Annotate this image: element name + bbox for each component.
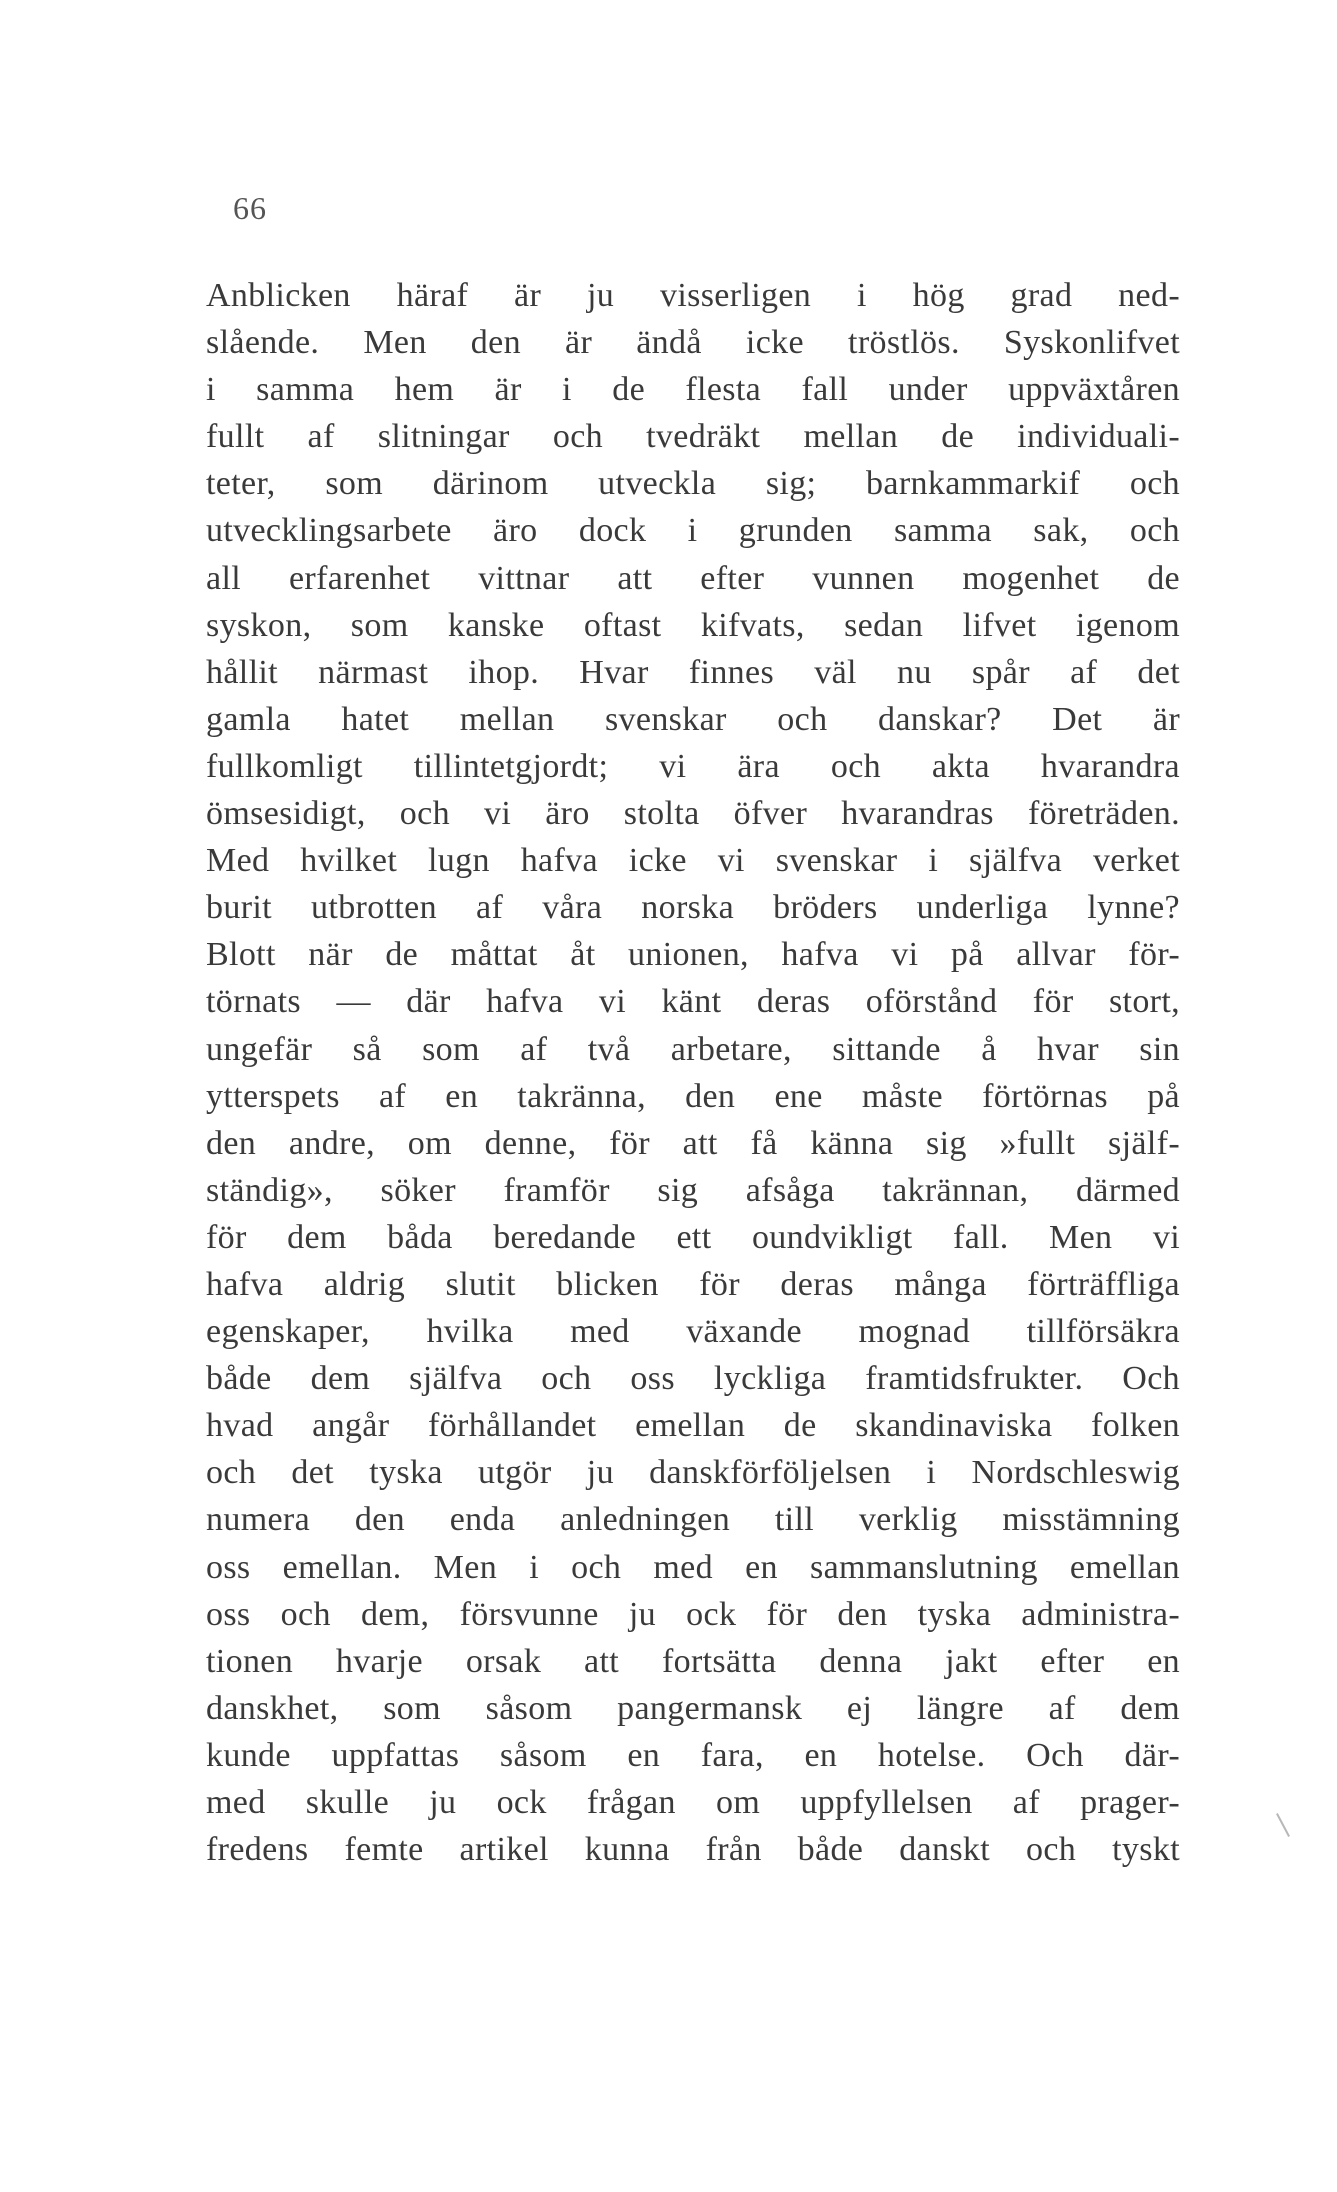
text-line: ungefär så som af två arbetare, sittande å hvar sin <box>206 1030 1180 1068</box>
text-line: och det tyska utgör ju danskförföljelsen i Nordschleswig <box>206 1454 1180 1492</box>
text-line: med skulle ju ock frågan om uppfyllelsen af prager- <box>206 1784 1180 1821</box>
text-line: burit utbrotten af våra norska bröders underliga lynne? <box>206 889 1180 927</box>
text-line: kunde uppfattas såsom en fara, en hotelse. Och där- <box>206 1736 1180 1774</box>
text-line: danskhet, som såsom pangermansk ej längre af dem <box>206 1689 1180 1727</box>
text-line: oss emellan. Men i och med en sammanslutning emellan <box>206 1548 1180 1586</box>
text-line: hafva aldrig slutit blicken för deras många förträffliga <box>206 1265 1180 1303</box>
text-line: den andre, om denne, för att få känna sig »fullt själf- <box>206 1124 1180 1162</box>
page-number: 66 <box>233 190 267 226</box>
text-line: tionen hvarje orsak att fortsätta denna jakt efter en <box>206 1642 1180 1680</box>
margin-mark <box>1276 1813 1290 1837</box>
text-line: slående. Men den är ändå icke tröstlös. Syskonlifvet <box>206 324 1180 362</box>
text-line: numera den enda anledningen till verklig misstämning <box>206 1501 1180 1539</box>
text-line: gamla hatet mellan svenskar och danskar? Det är <box>206 700 1180 738</box>
text-line: hållit närmast ihop. Hvar finnes väl nu spår af det <box>206 653 1180 691</box>
text-line: egenskaper, hvilka med växande mognad tillförsäkra <box>206 1313 1180 1351</box>
text-line: törnats — där hafva vi känt deras oförstånd för stort, <box>206 983 1180 1021</box>
text-line: all erfarenhet vittnar att efter vunnen mogenhet de <box>206 559 1180 597</box>
text-line: Anblicken häraf är ju visserligen i hög grad ned- <box>206 277 1180 314</box>
text-line: för dem båda beredande ett oundvikligt fall. Men vi <box>206 1218 1180 1256</box>
text-line: Blott när de måttat åt unionen, hafva vi på allvar för- <box>206 936 1180 974</box>
text-line: hvad angår förhållandet emellan de skandinaviska folken <box>206 1407 1180 1445</box>
text-line: i samma hem är i de flesta fall under uppväxtåren <box>206 371 1180 409</box>
text-line: syskon, som kanske oftast kifvats, sedan lifvet igenom <box>206 606 1180 644</box>
text-line: utvecklingsarbete äro dock i grunden samma sak, och <box>206 512 1180 550</box>
text-line: fullt af slitningar och tvedräkt mellan de individuali- <box>206 418 1180 456</box>
text-line: fullkomligt tillintetgjordt; vi ära och akta hvarandra <box>206 747 1180 785</box>
text-line: ytterspets af en takränna, den ene måste förtörnas på <box>206 1077 1180 1115</box>
text-line: oss och dem, försvunne ju ock för den tyska administra- <box>206 1595 1180 1633</box>
text-line: Med hvilket lugn hafva icke vi svenskar i själfva verket <box>206 842 1180 880</box>
body-text <box>206 272 1180 1873</box>
text-line: fredens femte artikel kunna från både danskt och tyskt <box>206 1831 1180 1869</box>
text-line: ständig», söker framför sig afsåga takrännan, därmed <box>206 1171 1180 1209</box>
text-line: ömsesidigt, och vi äro stolta öfver hvarandras företräden. <box>206 795 1180 833</box>
text-line: teter, som därinom utveckla sig; barnkammarkif och <box>206 465 1180 503</box>
text-line: både dem själfva och oss lyckliga framtidsfrukter. Och <box>206 1360 1180 1398</box>
